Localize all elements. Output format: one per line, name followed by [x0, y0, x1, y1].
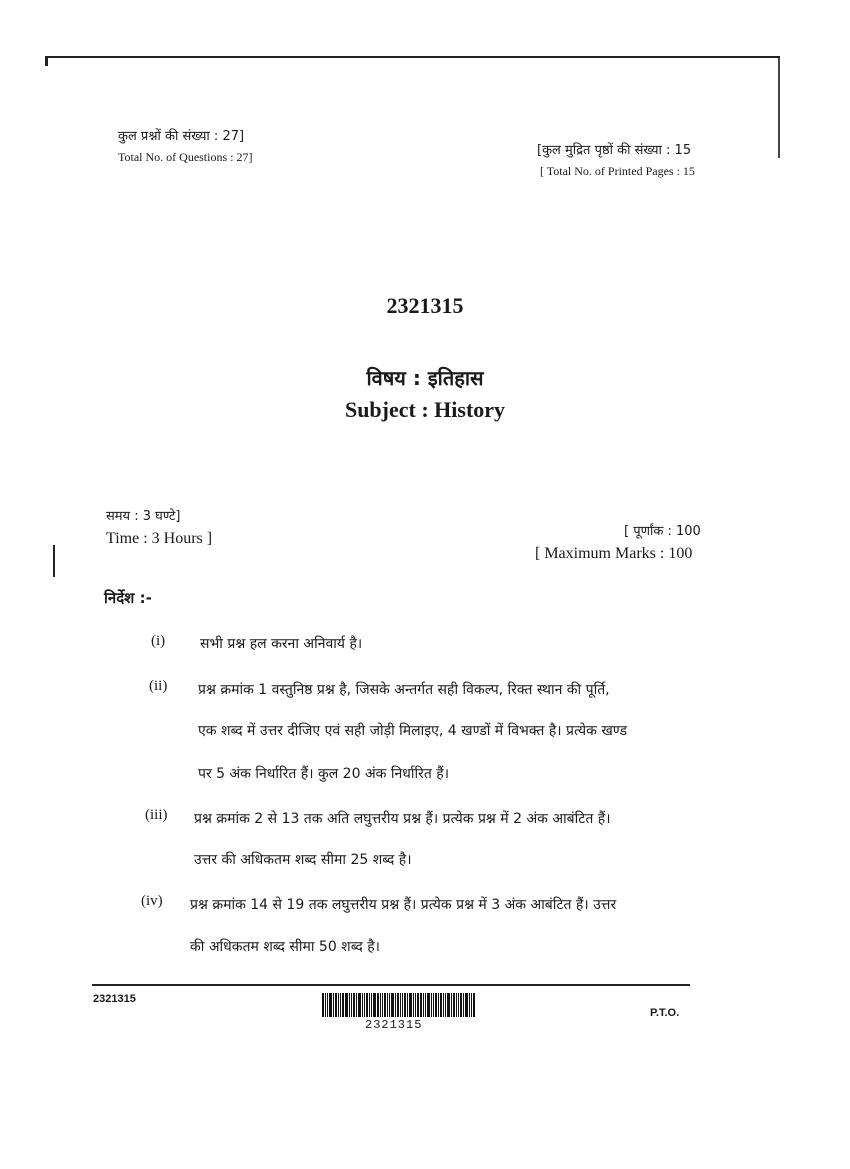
total-questions-english: Total No. of Questions : 27]: [118, 150, 253, 164]
barcode-bar: [438, 993, 439, 1017]
instruction-line: प्रश्न क्रमांक 14 से 19 तक लघुत्तरीय प्रश्न हैं। प्रत्येक प्रश्न में 3 अंक आबंटित हैं। उत्तर: [190, 897, 617, 913]
instruction-line: पर 5 अंक निर्धारित हैं। कुल 20 अंक निर्धारित हैं।: [198, 766, 449, 782]
barcode-bar: [338, 993, 339, 1017]
instruction-line: सभी प्रश्न हल करना अनिवार्य है।: [200, 636, 363, 652]
barcode-bar: [345, 993, 348, 1017]
instruction-number: (iv): [141, 893, 163, 909]
barcode-bar: [380, 993, 381, 1017]
instruction-line: प्रश्न क्रमांक 1 वस्तुनिष्ठ प्रश्न है, जिसके अन्तर्गत सही विकल्प, रिक्त स्थान की पूर्ति,: [198, 682, 610, 698]
barcode-bar: [473, 993, 475, 1017]
barcode-bar: [340, 993, 341, 1017]
barcode-bar: [423, 993, 424, 1017]
barcode-bar: [356, 993, 357, 1017]
barcode-bar: [366, 993, 368, 1017]
barcode-bar: [325, 993, 326, 1017]
instruction-line: की अधिकतम शब्द सीमा 50 शब्द है।: [190, 939, 380, 955]
barcode-bar: [362, 993, 363, 1017]
barcode-bar: [425, 993, 426, 1017]
barcode-bar: [389, 993, 390, 1017]
barcode-bar: [451, 993, 452, 1017]
barcode-bar: [349, 993, 350, 1017]
barcode-bar: [404, 993, 406, 1017]
barcode-bar: [471, 993, 472, 1017]
barcode-number: 2321315: [365, 1018, 423, 1032]
barcode-bar: [384, 993, 386, 1017]
barcode-bar: [456, 993, 457, 1017]
left-margin-mark: [53, 545, 55, 577]
barcode-bar: [364, 993, 365, 1017]
barcode-bar: [427, 993, 430, 1017]
barcode-bar: [460, 993, 462, 1017]
barcode-bar: [409, 993, 412, 1017]
barcode-bar: [458, 993, 459, 1017]
barcode-bar: [435, 993, 437, 1017]
barcode-bar: [400, 993, 401, 1017]
barcode-bar: [333, 993, 334, 1017]
top-border-tick: [45, 56, 48, 66]
barcode-bar: [322, 993, 324, 1017]
instruction-number: (iii): [145, 807, 168, 823]
instruction-line: उत्तर की अधिकतम शब्द सीमा 25 शब्द है।: [194, 852, 412, 868]
barcode: [322, 993, 498, 1017]
instruction-number: (ii): [149, 678, 168, 694]
barcode-bar: [463, 993, 464, 1017]
barcode-bar: [433, 993, 434, 1017]
right-edge-mark: [778, 58, 780, 158]
barcode-bar: [447, 993, 450, 1017]
barcode-bar: [407, 993, 408, 1017]
barcode-bar: [327, 993, 328, 1017]
barcode-bar: [453, 993, 455, 1017]
footer-rule: [92, 984, 690, 986]
total-pages-hindi: [कुल मुद्रित पृष्ठों की संख्या : 15: [537, 143, 692, 158]
barcode-bar: [415, 993, 416, 1017]
instructions-heading: निर्देश :-: [104, 589, 152, 607]
instruction-line: प्रश्न क्रमांक 2 से 13 तक अति लघुत्तरीय प्रश्न हैं। प्रत्येक प्रश्न में 2 अंक आबंटित हैं।: [194, 811, 611, 827]
footer-paper-code: 2321315: [93, 993, 136, 1005]
barcode-bar: [342, 993, 344, 1017]
barcode-bar: [391, 993, 394, 1017]
barcode-bar: [445, 993, 446, 1017]
paper-code: 2321315: [386, 293, 464, 318]
pto-label: P.T.O.: [650, 1007, 680, 1019]
barcode-bar: [443, 993, 444, 1017]
barcode-bar: [329, 993, 332, 1017]
barcode-bar: [465, 993, 468, 1017]
time-hindi: समय : 3 घण्टे]: [106, 509, 181, 524]
barcode-bar: [353, 993, 355, 1017]
total-pages-english: [ Total No. of Printed Pages : 15: [540, 164, 695, 178]
barcode-bar: [440, 993, 442, 1017]
time-english: Time : 3 Hours ]: [106, 530, 213, 547]
max-marks-english: [ Maximum Marks : 100: [535, 545, 693, 562]
barcode-bar: [417, 993, 419, 1017]
barcode-bar: [395, 993, 396, 1017]
barcode-bar: [371, 993, 372, 1017]
subject-hindi: विषय : इतिहास: [366, 366, 484, 390]
instruction-line: एक शब्द में उत्तर दीजिए एवं सही जोड़ी मिलाइए, 4 खण्डों में विभक्त है। प्रत्येक खण्ड: [198, 723, 627, 739]
barcode-bar: [377, 993, 379, 1017]
total-questions-hindi: कुल प्रश्नों की संख्या : 27]: [118, 129, 245, 144]
barcode-bar: [358, 993, 361, 1017]
barcode-bar: [413, 993, 414, 1017]
barcode-bar: [335, 993, 337, 1017]
barcode-bar: [387, 993, 388, 1017]
top-border-line: [45, 56, 780, 58]
barcode-bar: [382, 993, 383, 1017]
barcode-bar: [373, 993, 376, 1017]
barcode-bar: [402, 993, 403, 1017]
max-marks-hindi: [ पूर्णांक : 100: [624, 524, 701, 539]
barcode-bar: [369, 993, 370, 1017]
subject-english: Subject : History: [344, 397, 506, 422]
barcode-bar: [397, 993, 399, 1017]
barcode-bar: [420, 993, 422, 1017]
barcode-bar: [351, 993, 352, 1017]
barcode-bar: [469, 993, 470, 1017]
barcode-bar: [431, 993, 432, 1017]
instruction-number: (i): [151, 633, 166, 649]
